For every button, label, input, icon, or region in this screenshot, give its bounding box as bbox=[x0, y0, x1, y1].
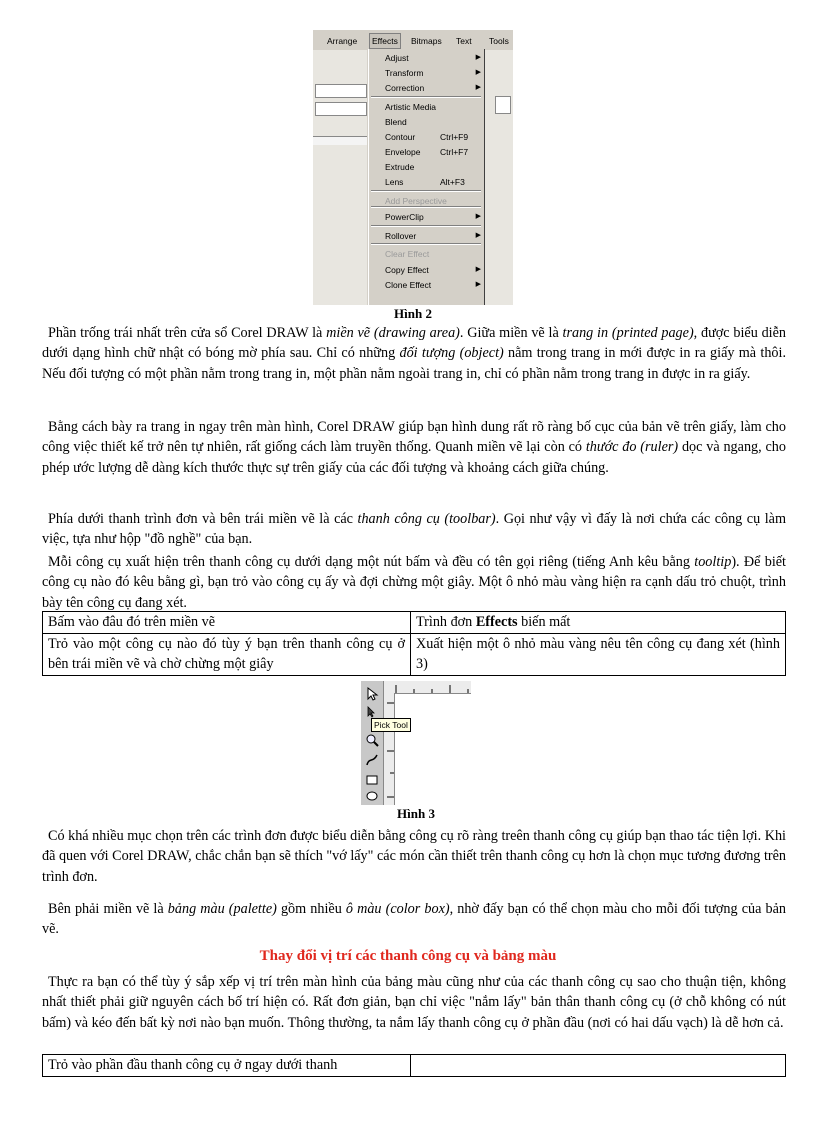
menu-item-add-perspective bbox=[385, 194, 481, 208]
menu-item-lens[interactable] bbox=[385, 175, 481, 189]
paragraph-reposition: Thực ra bạn có thể tùy ý sắp xếp vị trí trên màn hình của bảng màu cũng như của các thanh công cụ sao cho thuận tiện, không nhất thiết phải giữ nguyên cách bố trí hiện có. Rất đơn giản, bạn chỉ việc "nắm lấy" bản thân thanh công cụ (ở chỗ không có nút bấm) và kéo đến bất kỳ nơi nào bạn muốn. Thông thường, ta nắm lấy thanh công cụ ở phần đầu (nơi có hai dấu vạch) là dễ hơn cả. bbox=[42, 974, 786, 1031]
table-row bbox=[43, 612, 786, 634]
menu-item-label: Lens bbox=[385, 177, 404, 187]
menu-item-shortcut: Ctrl+F7 bbox=[440, 147, 469, 157]
table-cell bbox=[411, 1055, 786, 1077]
table-cell: Trỏ vào một công cụ nào đó tùy ý bạn trên thanh công cụ ở bên trái miền vẽ và chờ chừng một giây bbox=[43, 633, 411, 675]
paragraph-ruler: Bằng cách bày ra trang in ngay trên màn hình, Corel DRAW giúp bạn hình dung rất rõ ràng bố cục của bản vẽ trên giấy, làm cho công việc thiết kế trở nên tự nhiên, rất giống cách làm truyền thống. Quanh miền vẽ lại còn có thước đo (ruler) dọc và ngang, cho phép ước lượng dễ dàng kích thước thực sự trên giấy của các đối tượng và khoảng cách giữa chúng. bbox=[42, 419, 786, 476]
menu-item-blend[interactable] bbox=[385, 115, 481, 129]
submenu-arrow-icon: ▶ bbox=[475, 54, 481, 61]
menu-separator bbox=[371, 190, 481, 192]
figure-2-caption: Hình 2 bbox=[394, 306, 432, 321]
menu-item-shortcut: Alt+F3 bbox=[440, 177, 465, 187]
table-row bbox=[43, 1055, 786, 1077]
toolbar-background-right bbox=[483, 50, 513, 305]
menu-item-clone-effect[interactable] bbox=[385, 278, 481, 292]
submenu-arrow-icon: ▶ bbox=[475, 232, 481, 239]
menu-separator bbox=[371, 96, 481, 98]
table-cell: Trình đơn Effects biến mất bbox=[411, 612, 786, 634]
menu-item-label: Add Perspective bbox=[385, 196, 447, 206]
menu-item-label: Transform bbox=[385, 68, 424, 78]
menu-item-envelope[interactable] bbox=[385, 145, 481, 159]
menu-item-copy-effect[interactable] bbox=[385, 263, 481, 277]
table-cell: Bấm vào đâu đó trên miền vẽ bbox=[43, 612, 411, 634]
menu-separator bbox=[371, 243, 481, 245]
paragraph-menu-tools: Có khá nhiều mục chọn trên các trình đơn được biểu diễn bằng công cụ rõ ràng treên thanh công cụ giúp bạn thao tác tiện lợi. Khi đã quen với Corel DRAW, chắc chắn bạn sẽ thích "vớ lấy" các món cần thiết trên thanh công cụ hơn là chọn mục tương đương trên trình đơn. bbox=[42, 828, 786, 885]
menu-item-artistic-media[interactable] bbox=[385, 100, 481, 114]
menu-item-label: Extrude bbox=[385, 162, 415, 172]
menu-item-label: Contour bbox=[385, 132, 416, 142]
menu-item-clear-effect bbox=[385, 247, 481, 261]
menu-item-transform[interactable] bbox=[385, 66, 481, 80]
paragraph-toolbar: Phía dưới thanh trình đơn và bên trái miền vẽ là các thanh công cụ (toolbar). Gọi như vậy vì đấy là nơi chứa các công cụ làm việc, tựa như hộp "đồ nghề" của bạn. bbox=[42, 511, 786, 548]
menu-item-label: Artistic Media bbox=[385, 102, 437, 112]
submenu-arrow-icon: ▶ bbox=[475, 84, 481, 91]
vertical-ruler bbox=[384, 693, 395, 805]
shape-tool-icon[interactable] bbox=[365, 705, 379, 719]
menu-bitmaps[interactable]: Bitmaps bbox=[411, 36, 442, 46]
figure-3-toolbar-screenshot bbox=[361, 681, 471, 805]
menu-bar bbox=[313, 30, 513, 50]
menu-arrange[interactable]: Arrange bbox=[327, 36, 358, 46]
menu-tools[interactable]: Tools bbox=[489, 36, 509, 46]
pick-tool-icon[interactable] bbox=[365, 687, 379, 701]
paragraph-tooltip: Mỗi công cụ xuất hiện trên thanh công cụ dưới dạng một nút bấm và đều có tên gọi riêng (tiếng Anh kêu bằng tooltip). Để biết công cụ nào đó kêu bằng gì, bạn trỏ vào công cụ ấy và đợi chừng một giây. Một ô nhỏ màu vàng hiện ra cạnh dấu trỏ chuột, trình bày tên công cụ đang xét. bbox=[42, 554, 786, 611]
submenu-arrow-icon: ▶ bbox=[475, 69, 481, 76]
ellipse-tool-icon[interactable] bbox=[365, 789, 379, 803]
submenu-arrow-icon: ▶ bbox=[475, 266, 481, 273]
menu-item-adjust[interactable] bbox=[385, 51, 481, 65]
section-heading: Thay đổi vị trí các thanh công cụ và bảng màu bbox=[259, 948, 557, 964]
table-row bbox=[43, 633, 786, 675]
instruction-table-2 bbox=[42, 1054, 786, 1077]
paragraph-drawing-area: Phần trống trái nhất trên cửa sổ Corel DRAW là miền vẽ (drawing area). Giữa miền vẽ là trang in (printed page), được biểu diễn dưới dạng hình chữ nhật có bóng mờ phía sau. Chỉ có những đối tượng (object) nằm trong trang in mới được in ra giấy mà thôi. Nếu đối tượng có một phần nằm trong trang in, một phần nằm ngoài trang in, chỉ có phần nằm trong trang in được in ra giấy. bbox=[42, 325, 787, 382]
menu-text[interactable]: Text bbox=[456, 36, 472, 46]
menu-item-label: Adjust bbox=[385, 53, 409, 63]
menu-separator bbox=[371, 225, 481, 227]
zoom-tool-icon[interactable] bbox=[365, 733, 379, 747]
menu-item-label: Rollover bbox=[385, 231, 417, 241]
effects-dropdown-menu bbox=[368, 49, 485, 305]
figure-2-menu-screenshot bbox=[313, 30, 513, 305]
pick-tool-tooltip: Pick Tool bbox=[371, 718, 411, 732]
rectangle-tool-icon[interactable] bbox=[365, 773, 379, 787]
menu-item-label: Correction bbox=[385, 83, 425, 93]
table-cell: Xuất hiện một ô nhỏ màu vàng nêu tên công cụ đang xét (hình 3) bbox=[411, 633, 786, 675]
submenu-arrow-icon: ▶ bbox=[475, 281, 481, 288]
menu-item-label: Envelope bbox=[385, 147, 421, 157]
submenu-arrow-icon: ▶ bbox=[475, 213, 481, 220]
menu-item-correction[interactable] bbox=[385, 81, 481, 95]
freehand-tool-icon[interactable] bbox=[365, 753, 379, 767]
toolbar-background bbox=[313, 50, 367, 305]
instruction-table-1 bbox=[42, 611, 786, 676]
menu-item-rollover[interactable] bbox=[385, 229, 481, 243]
menu-item-shortcut: Ctrl+F9 bbox=[440, 132, 469, 142]
toolbox bbox=[361, 681, 384, 805]
figure-3-caption: Hình 3 bbox=[397, 806, 435, 821]
menu-item-label: Clear Effect bbox=[385, 249, 430, 259]
menu-effects[interactable]: Effects bbox=[369, 33, 401, 49]
menu-item-label: Clone Effect bbox=[385, 280, 432, 290]
horizontal-ruler bbox=[384, 681, 471, 694]
menu-item-powerclip[interactable] bbox=[385, 210, 481, 224]
menu-item-extrude[interactable] bbox=[385, 160, 481, 174]
menu-item-label: PowerClip bbox=[385, 212, 424, 222]
paragraph-palette: Bên phải miền vẽ là bảng màu (palette) gồm nhiều ô màu (color box), nhờ đấy bạn có thể chọn màu cho mỗi đối tượng của bản vẽ. bbox=[42, 901, 786, 938]
menu-item-label: Blend bbox=[385, 117, 407, 127]
menu-item-contour[interactable] bbox=[385, 130, 481, 144]
menu-item-label: Copy Effect bbox=[385, 265, 429, 275]
table-cell: Trỏ vào phần đầu thanh công cụ ở ngay dưới thanh bbox=[43, 1055, 411, 1077]
